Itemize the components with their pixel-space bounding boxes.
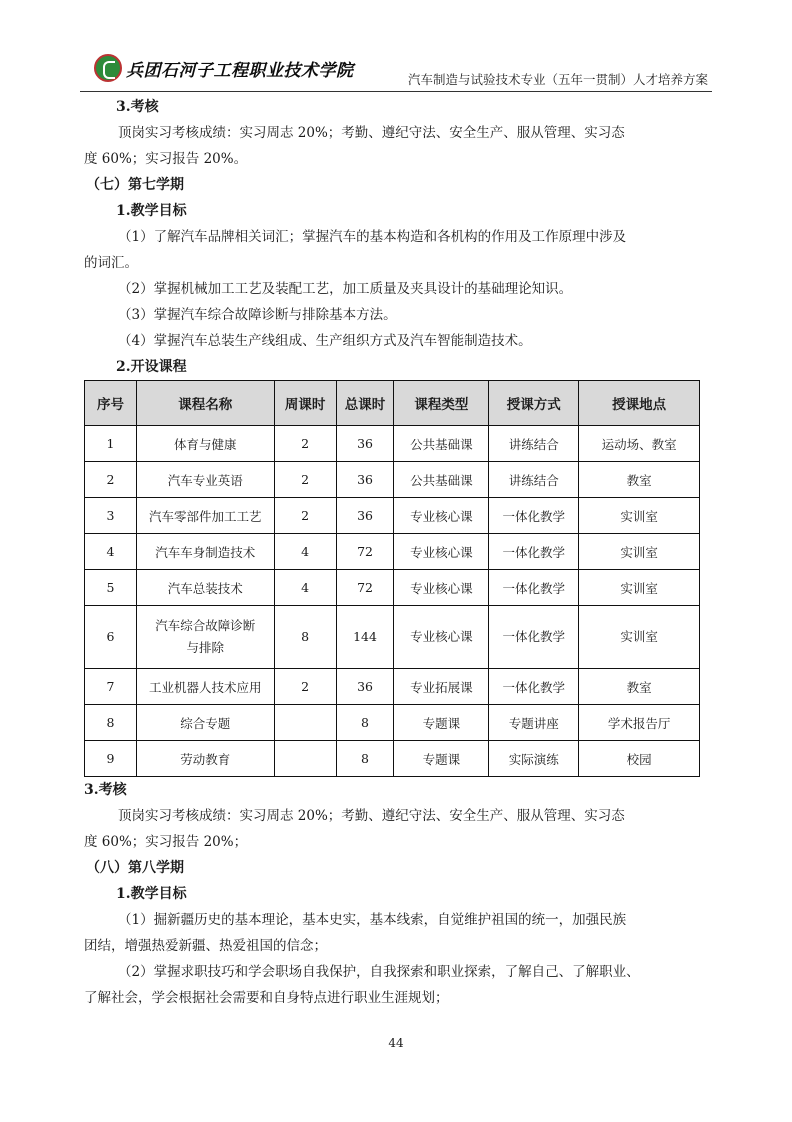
table-row <box>85 462 700 498</box>
cell-type: 专题课 <box>394 741 489 777</box>
cell-place: 实训室 <box>579 498 700 534</box>
col-header-name: 课程名称 <box>136 381 274 426</box>
cell-name: 汽车零部件加工工艺 <box>136 498 274 534</box>
assessment-heading: 3.考核 <box>116 99 159 115</box>
cell-name <box>136 606 274 669</box>
cell-name: 工业机器人技术应用 <box>136 669 274 705</box>
cell-weekly-hours <box>274 705 336 741</box>
semester-7-title: （七）第七学期 <box>86 177 184 193</box>
cell-place: 教室 <box>579 462 700 498</box>
cell-weekly-hours: 2 <box>274 426 336 462</box>
table-header-row <box>85 381 700 426</box>
cell-total-hours: 8 <box>336 741 394 777</box>
cell-name: 汽车车身制造技术 <box>136 534 274 570</box>
cell-place: 实训室 <box>579 570 700 606</box>
cell-no: 1 <box>85 426 137 462</box>
cell-method: 讲练结合 <box>489 426 579 462</box>
cell-no: 3 <box>85 498 137 534</box>
table-row <box>85 705 700 741</box>
cell-total-hours: 36 <box>336 669 394 705</box>
table-row <box>85 426 700 462</box>
goal-item-3: （3）掌握汽车综合故障诊断与排除基本方法。 <box>118 307 397 323</box>
table-row <box>85 669 700 705</box>
cell-total-hours: 144 <box>336 606 394 669</box>
cell-method: 实际演练 <box>489 741 579 777</box>
cell-total-hours: 36 <box>336 462 394 498</box>
teaching-goals-heading-2: 1.教学目标 <box>116 886 187 902</box>
cell-place: 实训室 <box>579 606 700 669</box>
cell-method: 一体化教学 <box>489 534 579 570</box>
cell-name: 汽车专业英语 <box>136 462 274 498</box>
cell-method: 讲练结合 <box>489 462 579 498</box>
cell-total-hours: 36 <box>336 498 394 534</box>
courses-heading: 2.开设课程 <box>116 359 187 375</box>
cell-no: 5 <box>85 570 137 606</box>
cell-name: 体育与健康 <box>136 426 274 462</box>
cell-name-line-2: 与排除 <box>186 640 225 655</box>
cell-no: 9 <box>85 741 137 777</box>
goal-item-2: （2）掌握机械加工工艺及装配工艺，加工质量及夹具设计的基础理论知识。 <box>118 281 573 297</box>
cell-total-hours: 36 <box>336 426 394 462</box>
cell-weekly-hours: 8 <box>274 606 336 669</box>
cell-name-line-1: 汽车综合故障诊断 <box>155 618 256 633</box>
goal-8-item-2: （2）掌握求职技巧和学会职场自我保护，自我探索和职业探索，了解自己、了解职业、 <box>118 964 640 980</box>
col-header-method: 授课方式 <box>489 381 579 426</box>
table-row <box>85 570 700 606</box>
cell-no: 4 <box>85 534 137 570</box>
col-header-no: 序号 <box>85 381 137 426</box>
cell-weekly-hours <box>274 741 336 777</box>
cell-method: 专题讲座 <box>489 705 579 741</box>
cell-type: 专业核心课 <box>394 606 489 669</box>
col-header-place: 授课地点 <box>579 381 700 426</box>
col-header-weekly-hours: 周课时 <box>274 381 336 426</box>
cell-place: 学术报告厅 <box>579 705 700 741</box>
cell-method: 一体化教学 <box>489 606 579 669</box>
document-title: 汽车制造与试验技术专业（五年一贯制）人才培养方案 <box>407 72 708 87</box>
cell-method: 一体化教学 <box>489 669 579 705</box>
cell-place: 教室 <box>579 669 700 705</box>
cell-place: 校园 <box>579 741 700 777</box>
table-row <box>85 741 700 777</box>
goal-8-item-1: （1）掘新疆历史的基本理论，基本史实，基本线索，自觉维护祖国的统一，加强民族 <box>118 912 627 928</box>
school-logo-icon <box>94 54 122 82</box>
cell-type: 专业拓展课 <box>394 669 489 705</box>
assessment-text-2: 顶岗实习考核成绩：实习周志 20%；考勤、遵纪守法、安全生产、服从管理、实习态 <box>118 808 625 824</box>
cell-no: 2 <box>85 462 137 498</box>
goal-8-item-2-cont: 了解社会，学会根据社会需要和自身特点进行职业生涯规划； <box>84 990 449 1006</box>
cell-no: 6 <box>85 606 137 669</box>
page-header <box>80 50 712 92</box>
cell-type: 专题课 <box>394 705 489 741</box>
cell-total-hours: 72 <box>336 570 394 606</box>
cell-name: 劳动教育 <box>136 741 274 777</box>
assessment-heading-2: 3.考核 <box>84 782 127 798</box>
col-header-total-hours: 总课时 <box>336 381 394 426</box>
assessment-text: 顶岗实习考核成绩：实习周志 20%；考勤、遵纪守法、安全生产、服从管理、实习态 <box>118 125 625 141</box>
cell-type: 公共基础课 <box>394 462 489 498</box>
cell-type: 专业核心课 <box>394 534 489 570</box>
table-row <box>85 498 700 534</box>
cell-weekly-hours: 2 <box>274 498 336 534</box>
cell-no: 7 <box>85 669 137 705</box>
cell-method: 一体化教学 <box>489 570 579 606</box>
col-header-type: 课程类型 <box>394 381 489 426</box>
cell-total-hours: 72 <box>336 534 394 570</box>
semester-8-title: （八）第八学期 <box>86 860 184 876</box>
page-number: 44 <box>388 1036 404 1050</box>
cell-weekly-hours: 2 <box>274 462 336 498</box>
cell-weekly-hours: 4 <box>274 570 336 606</box>
goal-item-1-cont: 的词汇。 <box>84 255 138 271</box>
table-row <box>85 606 700 669</box>
cell-total-hours: 8 <box>336 705 394 741</box>
cell-place: 实训室 <box>579 534 700 570</box>
cell-type: 专业核心课 <box>394 498 489 534</box>
cell-name: 汽车总装技术 <box>136 570 274 606</box>
cell-weekly-hours: 2 <box>274 669 336 705</box>
assessment-text-cont: 度 60%；实习报告 20%。 <box>84 151 248 167</box>
cell-place: 运动场、教室 <box>579 426 700 462</box>
school-name: 兵团石河子工程职业技术学院 <box>126 61 354 81</box>
cell-type: 专业核心课 <box>394 570 489 606</box>
header-divider <box>80 91 712 92</box>
goal-8-item-1-cont: 团结，增强热爱新疆、热爱祖国的信念； <box>84 938 327 954</box>
goal-item-1: （1）了解汽车品牌相关词汇；掌握汽车的基本构造和各机构的作用及工作原理中涉及 <box>118 229 627 245</box>
cell-type: 公共基础课 <box>394 426 489 462</box>
table-row <box>85 534 700 570</box>
cell-no: 8 <box>85 705 137 741</box>
assessment-text-2-cont: 度 60%；实习报告 20%； <box>84 834 248 850</box>
goal-item-4: （4）掌握汽车总装生产线组成、生产组织方式及汽车智能制造技术。 <box>118 333 532 349</box>
course-table <box>84 380 700 777</box>
cell-method: 一体化教学 <box>489 498 579 534</box>
page-content <box>84 94 712 1011</box>
teaching-goals-heading: 1.教学目标 <box>116 203 187 219</box>
cell-weekly-hours: 4 <box>274 534 336 570</box>
cell-name: 综合专题 <box>136 705 274 741</box>
